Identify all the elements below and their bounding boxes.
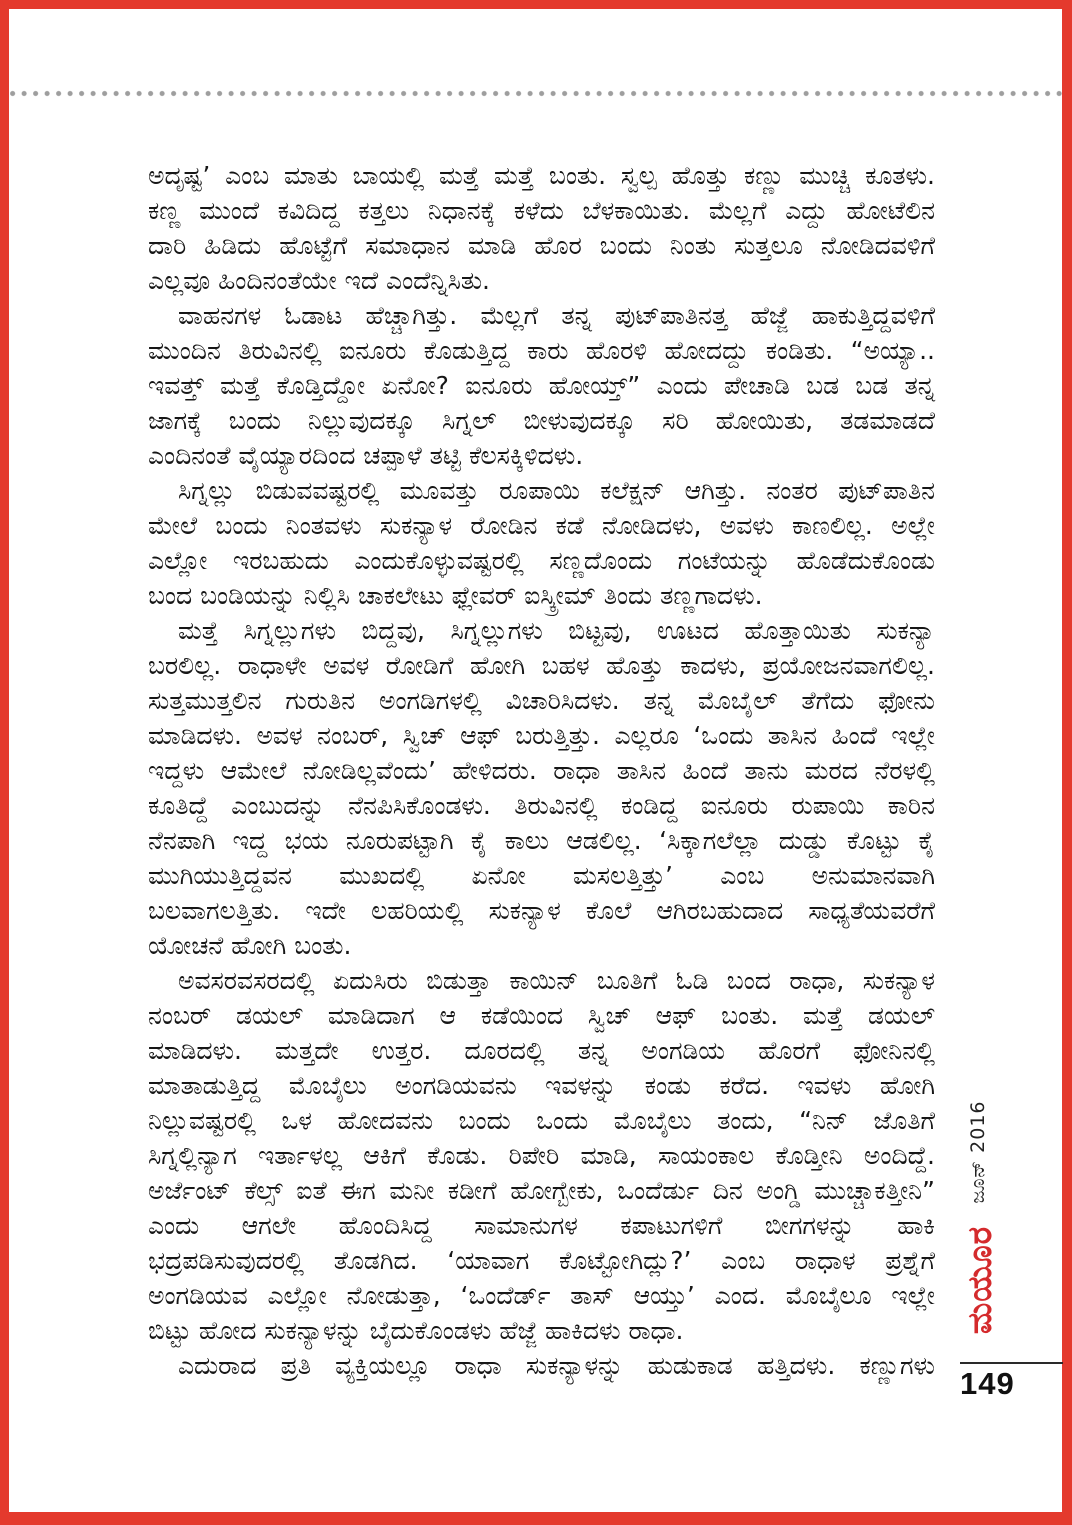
- text-line: ಎದುರಾದ ಪ್ರತಿ ವ್ಯಕ್ತಿಯಲ್ಲೂ ರಾಧಾ ಸುಕನ್ಯಾಳನ್ನು ಹುಡುಕಾಡ ಹತ್ತಿದಳು. ಕಣ್ಣುಗಳು: [178, 1351, 935, 1380]
- text-line: ವಾಹನಗಳ ಓಡಾಟ ಹೆಚ್ಚಾಗಿತ್ತು. ಮೆಲ್ಲಗೆ ತನ್ನ ಪುಟ್‌ಪಾತಿನತ್ತ ಹೆಜ್ಜೆ ಹಾಕುತ್ತಿದ್ದವಳಿಗೆ: [178, 301, 935, 330]
- text-line: ನಂಬರ್ ಡಯಲ್ ಮಾಡಿದಾಗ ಆ ಕಡೆಯಿಂದ ಸ್ವಿಚ್ ಆಫ್ ಬಂತು. ಮತ್ತೆ ಡಯಲ್: [148, 1001, 935, 1030]
- text-line: ಸುತ್ತಮುತ್ತಲಿನ ಗುರುತಿನ ಅಂಗಡಿಗಳಲ್ಲಿ ವಿಚಾರಿಸಿದಳು. ತನ್ನ ಮೊಬೈಲ್ ತೆಗೆದು ಫೋನು: [148, 686, 935, 715]
- text-line: ಬಲವಾಗಲತ್ತಿತು. ಇದೇ ಲಹರಿಯಲ್ಲಿ ಸುಕನ್ಯಾಳ ಕೊಲೆ ಆಗಿರಬಹುದಾದ ಸಾಧ್ಯತೆಯವರೆಗೆ: [148, 896, 935, 925]
- text-line: ಅರ್ಜೆಂಟ್ ಕೆಲ್ಸ್ ಐತೆ ಈಗ ಮನೀ ಕಡೀಗೆ ಹೋಗ್ಬೇಕು, ಒಂದೆರ್ಡು ದಿನ ಅಂಗ್ಡಿ ಮುಚ್ಚಾಕತ್ತೀನಿ”: [148, 1176, 935, 1205]
- page-border-top: [0, 0, 1072, 9]
- text-line: ಮುಂದಿನ ತಿರುವಿನಲ್ಲಿ ಐನೂರು ಕೊಡುತ್ತಿದ್ದ ಕಾರು ಹೊರಳಿ ಹೋದದ್ದು ಕಂಡಿತು. “ಅಯ್ಯಾ..: [148, 336, 935, 365]
- text-line: ಮುಗಿಯುತ್ತಿದ್ದವನ ಮುಖದಲ್ಲಿ ಏನೋ ಮಸಲತ್ತಿತ್ತು’ ಎಂಬ ಅನುಮಾನವಾಗಿ: [148, 861, 935, 890]
- text-line: ಕೂತಿದ್ದೆ ಎಂಬುದನ್ನು ನೆನಪಿಸಿಕೊಂಡಳು. ತಿರುವಿನಲ್ಲಿ ಕಂಡಿದ್ದ ಐನೂರು ರುಪಾಯಿ ಕಾರಿನ: [148, 791, 935, 820]
- text-line: ಮಾಡಿದಳು. ಅವಳ ನಂಬರ್, ಸ್ವಿಚ್ ಆಫ್ ಬರುತ್ತಿತ್ತು. ಎಲ್ಲರೂ ‘ಒಂದು ತಾಸಿನ ಹಿಂದೆ ಇಲ್ಲೇ: [148, 721, 935, 750]
- text-line: ಇವತ್ತ್ ಮತ್ತೆ ಕೊಡ್ತಿದ್ದೋ ಏನೋ? ಐನೂರು ಹೋಯ್ತ್” ಎಂದು ಪೇಚಾಡಿ ಬಡ ಬಡ ತನ್ನ: [148, 371, 935, 400]
- text-line: ಸಿಗ್ನಲ್ಲು ಬಿಡುವವಷ್ಟರಲ್ಲಿ ಮೂವತ್ತು ರೂಪಾಯಿ ಕಲೆಕ್ಷನ್ ಆಗಿತ್ತು. ನಂತರ ಪುಟ್‌ಪಾತಿನ: [178, 476, 935, 505]
- text-line: ಎಂದಿನಂತೆ ವೈಯ್ಯಾರದಿಂದ ಚಪ್ಪಾಳೆ ತಟ್ಟಿ ಕೆಲಸಕ್ಕಿಳಿದಳು.: [148, 441, 584, 470]
- text-line: ಅವಸರವಸರದಲ್ಲಿ ಏದುಸಿರು ಬಿಡುತ್ತಾ ಕಾಯಿನ್ ಬೂತಿಗೆ ಓಡಿ ಬಂದ ರಾಧಾ, ಸುಕನ್ಯಾಳ: [178, 966, 935, 995]
- text-line: ಯೋಚನೆ ಹೋಗಿ ಬಂತು.: [148, 931, 352, 960]
- text-line: ನೆನಪಾಗಿ ಇದ್ದ ಭಯ ನೂರುಪಟ್ಟಾಗಿ ಕೈ ಕಾಲು ಆಡಲಿಲ್ಲ. ‘ಸಿಕ್ಕಾಗಲೆಲ್ಲಾ ದುಡ್ಡು ಕೊಟ್ಟು ಕೈ: [148, 826, 935, 855]
- magazine-title: ಮಯೂರ: [960, 1225, 999, 1335]
- page-border-bottom: [0, 1512, 1072, 1525]
- text-line: ಅದೃಷ್ಟ’ ಎಂಬ ಮಾತು ಬಾಯಲ್ಲಿ ಮತ್ತೆ ಮತ್ತೆ ಬಂತು. ಸ್ವಲ್ಪ ಹೊತ್ತು ಕಣ್ಣು ಮುಚ್ಚಿ ಕೂತಳು.: [148, 161, 935, 190]
- dotted-separator: [10, 90, 1062, 97]
- text-line: ನಿಲ್ಲುವಷ್ಟರಲ್ಲಿ ಒಳ ಹೋದವನು ಬಂದು ಒಂದು ಮೊಬೈಲು ತಂದು, “ನಿನ್ ಜೊತಿಗೆ: [148, 1106, 935, 1135]
- text-line: ಮಾಡಿದಳು. ಮತ್ತದೇ ಉತ್ತರ. ದೂರದಲ್ಲಿ ತನ್ನ ಅಂಗಡಿಯ ಹೊರಗೆ ಫೋನಿನಲ್ಲಿ: [148, 1036, 935, 1065]
- text-line: ಎಲ್ಲೋ ಇರಬಹುದು ಎಂದುಕೊಳ್ಳುವಷ್ಟರಲ್ಲಿ ಸಣ್ಣದೊಂದು ಗಂಟೆಯನ್ನು ಹೊಡೆದುಕೊಂಡು: [148, 546, 935, 575]
- text-line: ದಾರಿ ಹಿಡಿದು ಹೊಟ್ಟೆಗೆ ಸಮಾಧಾನ ಮಾಡಿ ಹೊರ ಬಂದು ನಿಂತು ಸುತ್ತಲೂ ನೋಡಿದವಳಿಗೆ: [148, 231, 935, 260]
- text-line: ಕಣ್ಣ ಮುಂದೆ ಕವಿದಿದ್ದ ಕತ್ತಲು ನಿಧಾನಕ್ಕೆ ಕಳೆದು ಬೆಳಕಾಯಿತು. ಮೆಲ್ಲಗೆ ಎದ್ದು ಹೋಟೆಲಿನ: [148, 196, 935, 225]
- body-text: [148, 158, 935, 1383]
- issue-date-label: ಜೂನ್ 2016: [967, 1100, 989, 1204]
- text-line: ಮಾತಾಡುತ್ತಿದ್ದ ಮೊಬೈಲು ಅಂಗಡಿಯವನು ಇವಳನ್ನು ಕಂಡು ಕರೆದ. ಇವಳು ಹೋಗಿ: [148, 1071, 935, 1100]
- page-number-rule: [960, 1362, 1063, 1364]
- text-line: ಬರಲಿಲ್ಲ. ರಾಧಾಳೇ ಅವಳ ರೋಡಿಗೆ ಹೋಗಿ ಬಹಳ ಹೊತ್ತು ಕಾದಳು, ಪ್ರಯೋಜನವಾಗಲಿಲ್ಲ.: [148, 651, 935, 680]
- text-line: ಎಂದು ಆಗಲೇ ಹೊಂದಿಸಿದ್ದ ಸಾಮಾನುಗಳ ಕಪಾಟುಗಳಿಗೆ ಬೀಗಗಳನ್ನು ಹಾಕಿ: [148, 1211, 935, 1240]
- text-line: ಸಿಗ್ನಲ್ಲಿನ್ಯಾಗ ಇರ್ತಾಳಲ್ಲ ಆಕಿಗೆ ಕೊಡು. ರಿಪೇರಿ ಮಾಡಿ, ಸಾಯಂಕಾಲ ಕೊಡ್ತೀನಿ ಅಂದಿದ್ದೆ.: [148, 1141, 935, 1170]
- page-number: 149: [960, 1366, 1015, 1401]
- text-line: ಎಲ್ಲವೂ ಹಿಂದಿನಂತೆಯೇ ಇದೆ ಎಂದೆನ್ನಿಸಿತು.: [148, 266, 490, 295]
- text-line: ಬಂದ ಬಂಡಿಯನ್ನು ನಿಲ್ಲಿಸಿ ಚಾಕಲೇಟು ಫ್ಲೇವರ್ ಐಸ್ಕ್ರೀಮ್ ತಿಂದು ತಣ್ಣಗಾದಳು.: [148, 581, 763, 610]
- page-border-right: [1062, 0, 1072, 1525]
- text-line: ಮತ್ತೆ ಸಿಗ್ನಲ್ಲುಗಳು ಬಿದ್ದವು, ಸಿಗ್ನಲ್ಲುಗಳು ಬಿಟ್ಟವು, ಊಟದ ಹೊತ್ತಾಯಿತು ಸುಕನ್ಯಾ: [178, 616, 935, 645]
- text-line: ಬಿಟ್ಟು ಹೋದ ಸುಕನ್ಯಾಳನ್ನು ಬೈದುಕೊಂಡಳು ಹೆಜ್ಜೆ ಹಾಕಿದಳು ರಾಧಾ.: [148, 1316, 684, 1345]
- page-border-left: [0, 0, 9, 1525]
- text-line: ಮೇಲೆ ಬಂದು ನಿಂತವಳು ಸುಕನ್ಯಾಳ ರೋಡಿನ ಕಡೆ ನೋಡಿದಳು, ಅವಳು ಕಾಣಲಿಲ್ಲ. ಅಲ್ಲೇ: [148, 511, 935, 540]
- text-line: ಜಾಗಕ್ಕೆ ಬಂದು ನಿಲ್ಲುವುದಕ್ಕೂ ಸಿಗ್ನಲ್ ಬೀಳುವುದಕ್ಕೂ ಸರಿ ಹೋಯಿತು, ತಡಮಾಡದೆ: [148, 406, 935, 435]
- text-line: ಇದ್ದಳು ಆಮೇಲೆ ನೋಡಿಲ್ಲವೆಂದು’ ಹೇಳಿದರು. ರಾಧಾ ತಾಸಿನ ಹಿಂದೆ ತಾನು ಮರದ ನೆರಳಲ್ಲಿ: [148, 756, 935, 785]
- text-line: ಭದ್ರಪಡಿಸುವುದರಲ್ಲಿ ತೊಡಗಿದ. ‘ಯಾವಾಗ ಕೊಟ್ಟೋಗಿದ್ಲು?’ ಎಂಬ ರಾಧಾಳ ಪ್ರಶ್ನೆಗೆ: [148, 1246, 935, 1275]
- text-line: ಅಂಗಡಿಯವ ಎಲ್ಲೋ ನೋಡುತ್ತಾ, ‘ಒಂದೆರ್ಡ್ ತಾಸ್ ಆಯ್ತು’ ಎಂದ. ಮೊಬೈಲೂ ಇಲ್ಲೇ: [148, 1281, 935, 1310]
